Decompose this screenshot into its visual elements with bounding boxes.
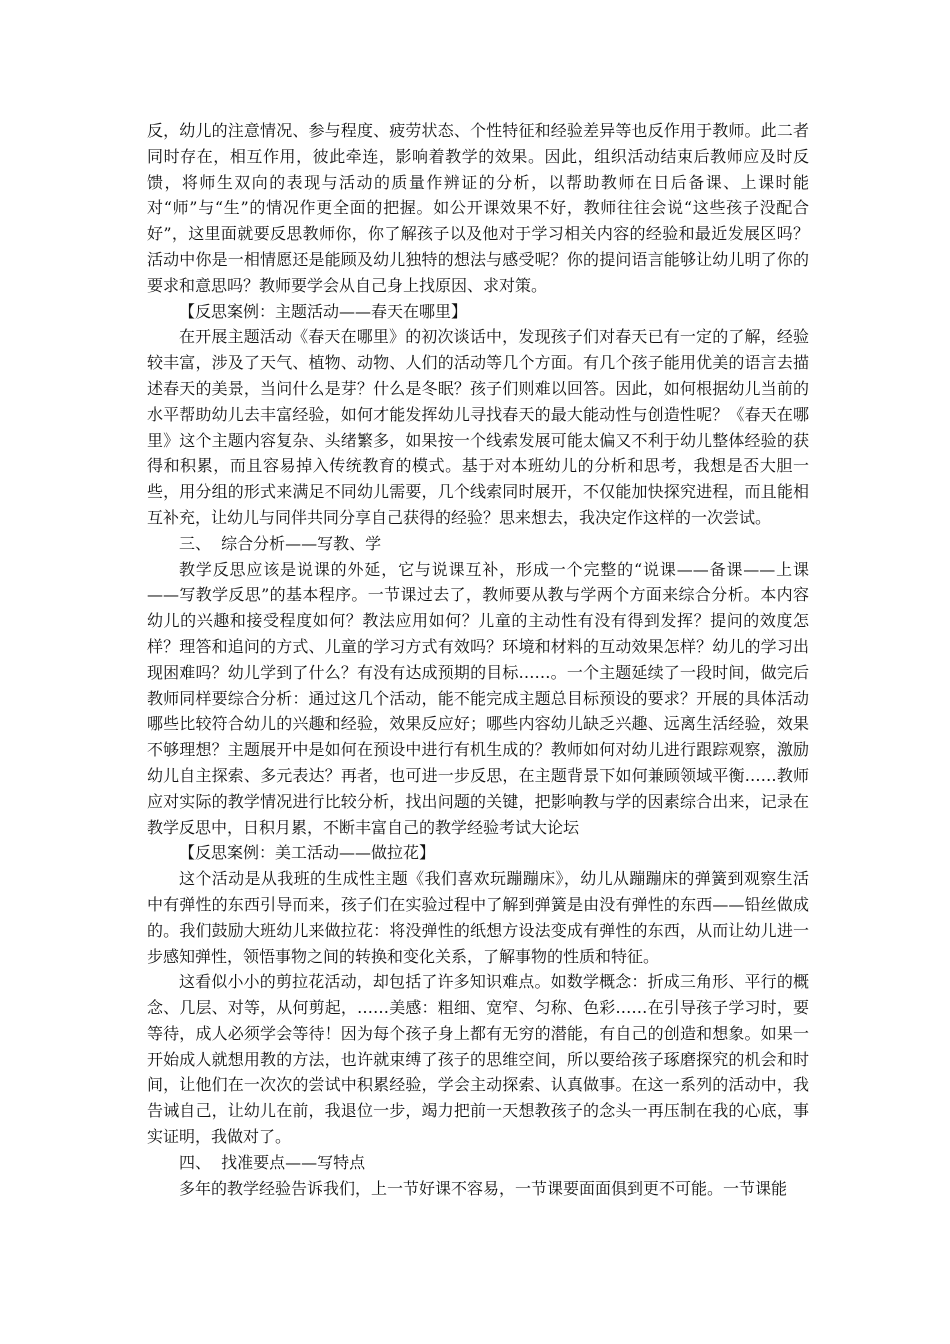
body-paragraph: 教学反思应该是说课的外延，它与说课互补，形成一个完整的“说课——备课——上课——写教学反思”的基本程序。一节课过去了，教师要从教与学两个方面来综合分析。本内容幼儿的兴趣和接受程度如何？教法应用如何？儿童的主动性有没有得到发挥？提问的效度怎样？理答和追问的方式、儿童的学习方式有效吗？环境和材料的互动效果怎样？幼儿的学习出现困难吗？幼儿学到了什么？有没有达成预期的目标……。一个主题延续了一段时间，做完后教师同样要综合分析：通过这几个活动，能不能完成主题总目标预设的要求？开展的具体活动哪些比较符合幼儿的兴趣和经验，效果反应好；哪些内容幼儿缺乏兴趣、远离生活经验，效果不够理想？主题展开中是如何在预设中进行有机生成的？教师如何对幼儿进行跟踪观察，激励幼儿自主探索、多元表达？再者，也可进一步反思，在主题背景下如何兼顾领域平衡……教师应对实际的教学情况进行比较分析，找出问题的关键，把影响教与学的因素综合出来，记录在教学反思中，日积月累，不断丰富自己的教学经验考试大论坛: [147, 559, 809, 837]
section-heading: 三、 综合分析——写教、学: [179, 533, 382, 553]
body-paragraph: 反，幼儿的注意情况、参与程度、疲劳状态、个性特征和经验差异等也反作用于教师。此二者同时存在，相互作用，彼此牵连，影响着教学的效果。因此，组织活动结束后教师应及时反馈，将师生双向的表现与活动的质量作辨证的分析，以帮助教师在日后备课、上课时能对“师”与“生”的情况作更全面的把握。如公开课效果不好，教师往往会说“这些孩子没配合好”，这里面就要反思教师你，你了解孩子以及他对于学习相关内容的经验和最近发展区吗？活动中你是一相情愿还是能顾及幼儿独特的想法与感受呢？你的提问语言能够让幼儿明了你的要求和意思吗？教师要学会从自己身上找原因、求对策。: [147, 121, 809, 295]
case-heading: 【反思案例：主题活动——春天在哪里】: [179, 301, 468, 321]
body-paragraph: 在开展主题活动《春天在哪里》的初次谈话中，发现孩子们对春天已有一定的了解，经验较丰富，涉及了天气、植物、动物、人们的活动等几个方面。有几个孩子能用优美的语言去描述春天的美景，当问什么是芽？什么是冬眠？孩子们则难以回答。因此，如何根据幼儿当前的水平帮助幼儿去丰富经验，如何才能发挥幼儿寻找春天的最大能动性与创造性呢？《春天在哪里》这个主题内容复杂、头绪繁多，如果按一个线索发展可能太偏又不利于幼儿整体经验的获得和积累，而且容易掉入传统教育的模式。基于对本班幼儿的分析和思考，我想是否大胆一些，用分组的形式来满足不同幼儿需要，几个线索同时展开，不仅能加快探究进程，而且能相互补充，让幼儿与同伴共同分享自己获得的经验？思来想去，我决定作这样的一次尝试。: [147, 327, 809, 527]
section-heading: 四、 找准要点——写特点: [179, 1152, 366, 1172]
case-heading: 【反思案例：美工活动——做拉花】: [179, 843, 436, 863]
body-paragraph: 多年的教学经验告诉我们，上一节好课不容易，一节课要面面俱到更不可能。一节课能: [179, 1178, 788, 1198]
body-paragraph: 这个活动是从我班的生成性主题《我们喜欢玩蹦蹦床》，幼儿从蹦蹦床的弹簧到观察生活中有弹性的东西引导而来，孩子们在实验过程中了解到弹簧是由没有弹性的东西——铅丝做成的。我们鼓励大班幼儿来做拉花：将没弹性的纸想方设法变成有弹性的东西，从而让幼儿进一步感知弹性，领悟事物之间的转换和变化关系，了解事物的性质和特征。: [147, 869, 809, 966]
document-page: [147, 118, 809, 1201]
body-paragraph: 这看似小小的剪拉花活动，却包括了许多知识难点。如数学概念：折成三角形、平行的概念、几层、对等，从何剪起，……美感：粗细、宽窄、匀称、色彩……在引导孩子学习时，要等待，成人必须学会等待！因为每个孩子身上都有无穷的潜能，有自己的创造和想象。如果一开始成人就想用教的方法，也许就束缚了孩子的思维空间，所以要给孩子琢磨探究的机会和时间，让他们在一次次的尝试中积累经验，学会主动探索、认真做事。在这一系列的活动中，我告诫自己，让幼儿在前，我退位一步，竭力把前一天想教孩子的念头一再压制在我的心底，事实证明，我做对了。: [147, 972, 809, 1147]
